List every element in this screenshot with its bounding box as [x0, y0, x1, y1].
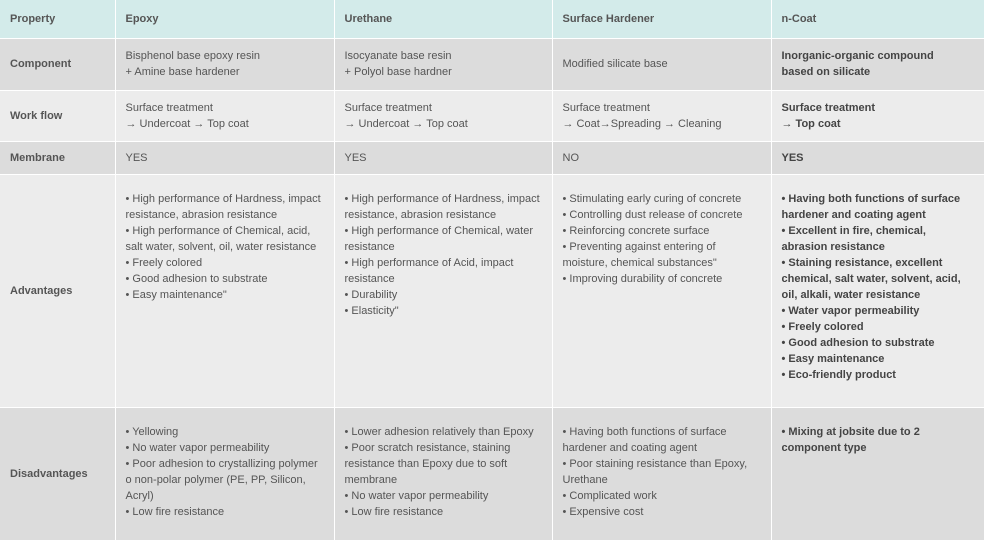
- row-work-flow: [0, 90, 984, 141]
- cell-disadvantages-epoxy: [115, 407, 334, 540]
- cell-line: YES: [344, 151, 367, 164]
- bullet-item: • Having both functions of surface hardener and coating agent: [781, 192, 961, 221]
- bullet-item: • No water vapor permeability: [344, 489, 489, 502]
- bullet-item: • Preventing against entering of moisture, chemical substances": [562, 240, 717, 269]
- cell-disadvantages-n-coat: [771, 407, 984, 540]
- cell-advantages-n-coat: [771, 174, 984, 407]
- bullet-item: • No water vapor permeability: [125, 441, 270, 454]
- cell-advantages-urethane: [334, 174, 552, 407]
- header-urethane: Urethane: [334, 0, 552, 38]
- cell-line: Surface treatment: [344, 101, 432, 114]
- row-label-component: Component: [0, 38, 115, 90]
- cell-workflow-urethane: [334, 90, 552, 141]
- header-surface-hardener: Surface Hardener: [552, 0, 771, 38]
- bullet-item: • Poor adhesion to crystallizing polymer o non-polar polymer (PE, PP, Silicon, Acryl): [125, 457, 318, 502]
- row-label-disadvantages: Disadvantages: [0, 407, 115, 540]
- bullet-item: • Yellowing: [125, 425, 179, 438]
- bullet-item: • Expensive cost: [562, 505, 644, 518]
- cell-workflow-surface-hardener: [552, 90, 771, 141]
- bullet-item: • Good adhesion to substrate: [781, 336, 935, 349]
- row-label-membrane: Membrane: [0, 141, 115, 174]
- bullet-item: • Staining resistance, excellent chemical, salt water, solvent, acid, oil, alkali, water resistance: [781, 256, 961, 301]
- header-row: [0, 0, 984, 38]
- row-component: [0, 38, 984, 90]
- bullet-item: • Lower adhesion relatively than Epoxy: [344, 425, 534, 438]
- bullet-item: • Mixing at jobsite due to 2 component type: [781, 425, 920, 454]
- bullet-item: • High performance of Hardness, impact resistance, abrasion resistance: [125, 192, 321, 221]
- row-membrane: [0, 141, 984, 174]
- cell-line: → Coat→Spreading → Cleaning: [562, 117, 722, 130]
- row-label-advantages: Advantages: [0, 174, 115, 407]
- cell-line: Bisphenol base epoxy resin: [125, 50, 261, 62]
- cell-advantages-epoxy: [115, 174, 334, 407]
- cell-membrane-epoxy: [115, 141, 334, 174]
- bullet-item: • Elasticity": [344, 304, 399, 317]
- cell-component-urethane: [334, 38, 552, 90]
- cell-line: Surface treatment: [125, 101, 213, 114]
- cell-workflow-epoxy: [115, 90, 334, 141]
- bullet-item: • Stimulating early curing of concrete: [562, 192, 742, 205]
- cell-line: YES: [781, 151, 804, 164]
- bullet-item: • Eco-friendly product: [781, 368, 896, 381]
- bullet-item: • High performance of Chemical, acid, salt water, solvent, oil, water resistance: [125, 224, 317, 253]
- cell-line: Modified silicate base: [562, 58, 668, 70]
- cell-line: based on silicate: [781, 66, 871, 78]
- row-label-work-flow: Work flow: [0, 90, 115, 141]
- header-n-coat: n-Coat: [771, 0, 984, 38]
- cell-component-surface-hardener: [552, 38, 771, 90]
- bullet-item: • Having both functions of surface hardener and coating agent: [562, 425, 727, 454]
- bullet-item: • Controlling dust release of concrete: [562, 208, 743, 221]
- bullet-item: • Improving durability of concrete: [562, 272, 723, 285]
- bullet-item: • Complicated work: [562, 489, 657, 502]
- bullet-item: • Easy maintenance: [781, 352, 885, 365]
- cell-membrane-n-coat: [771, 141, 984, 174]
- bullet-item: • Durability: [344, 288, 398, 301]
- bullet-item: • Freely colored: [781, 320, 864, 333]
- cell-line: NO: [562, 151, 579, 164]
- cell-workflow-n-coat: [771, 90, 984, 141]
- cell-component-n-coat: [771, 38, 984, 90]
- cell-component-epoxy: [115, 38, 334, 90]
- cell-membrane-urethane: [334, 141, 552, 174]
- bullet-item: • Excellent in fire, chemical, abrasion resistance: [781, 224, 926, 253]
- cell-line: → Top coat: [781, 117, 841, 130]
- bullet-item: • Poor scratch resistance, staining resistance than Epoxy due to soft membrane: [344, 441, 511, 486]
- bullet-item: • Water vapor permeability: [781, 304, 920, 317]
- cell-line: → Undercoat → Top coat: [344, 117, 468, 130]
- header-epoxy: Epoxy: [115, 0, 334, 38]
- cell-disadvantages-surface-hardener: [552, 407, 771, 540]
- bullet-item: • High performance of Chemical, water resistance: [344, 224, 533, 253]
- cell-line: Isocyanate base resin: [344, 50, 452, 62]
- cell-advantages-surface-hardener: [552, 174, 771, 407]
- cell-line: Surface treatment: [562, 101, 650, 114]
- row-disadvantages: [0, 407, 984, 540]
- header-property: Property: [0, 0, 115, 38]
- cell-line: YES: [125, 151, 148, 164]
- cell-membrane-surface-hardener: [552, 141, 771, 174]
- bullet-item: • Reinforcing concrete surface: [562, 224, 710, 237]
- bullet-item: • High performance of Acid, impact resistance: [344, 256, 514, 285]
- bullet-item: • Freely colored: [125, 256, 203, 269]
- cell-line: + Amine base hardener: [125, 66, 240, 78]
- bullet-item: • Easy maintenance": [125, 288, 227, 301]
- cell-line: Inorganic-organic compound: [781, 50, 934, 62]
- cell-disadvantages-urethane: [334, 407, 552, 540]
- bullet-item: • Good adhesion to substrate: [125, 272, 268, 285]
- bullet-item: • Poor staining resistance than Epoxy, Urethane: [562, 457, 748, 486]
- cell-line: + Polyol base hardner: [344, 66, 452, 78]
- bullet-item: • High performance of Hardness, impact resistance, abrasion resistance: [344, 192, 540, 221]
- cell-line: Surface treatment: [781, 101, 876, 114]
- cell-line: → Undercoat → Top coat: [125, 117, 249, 130]
- bullet-item: • Low fire resistance: [344, 505, 444, 518]
- row-advantages: [0, 174, 984, 407]
- bullet-item: • Low fire resistance: [125, 505, 225, 518]
